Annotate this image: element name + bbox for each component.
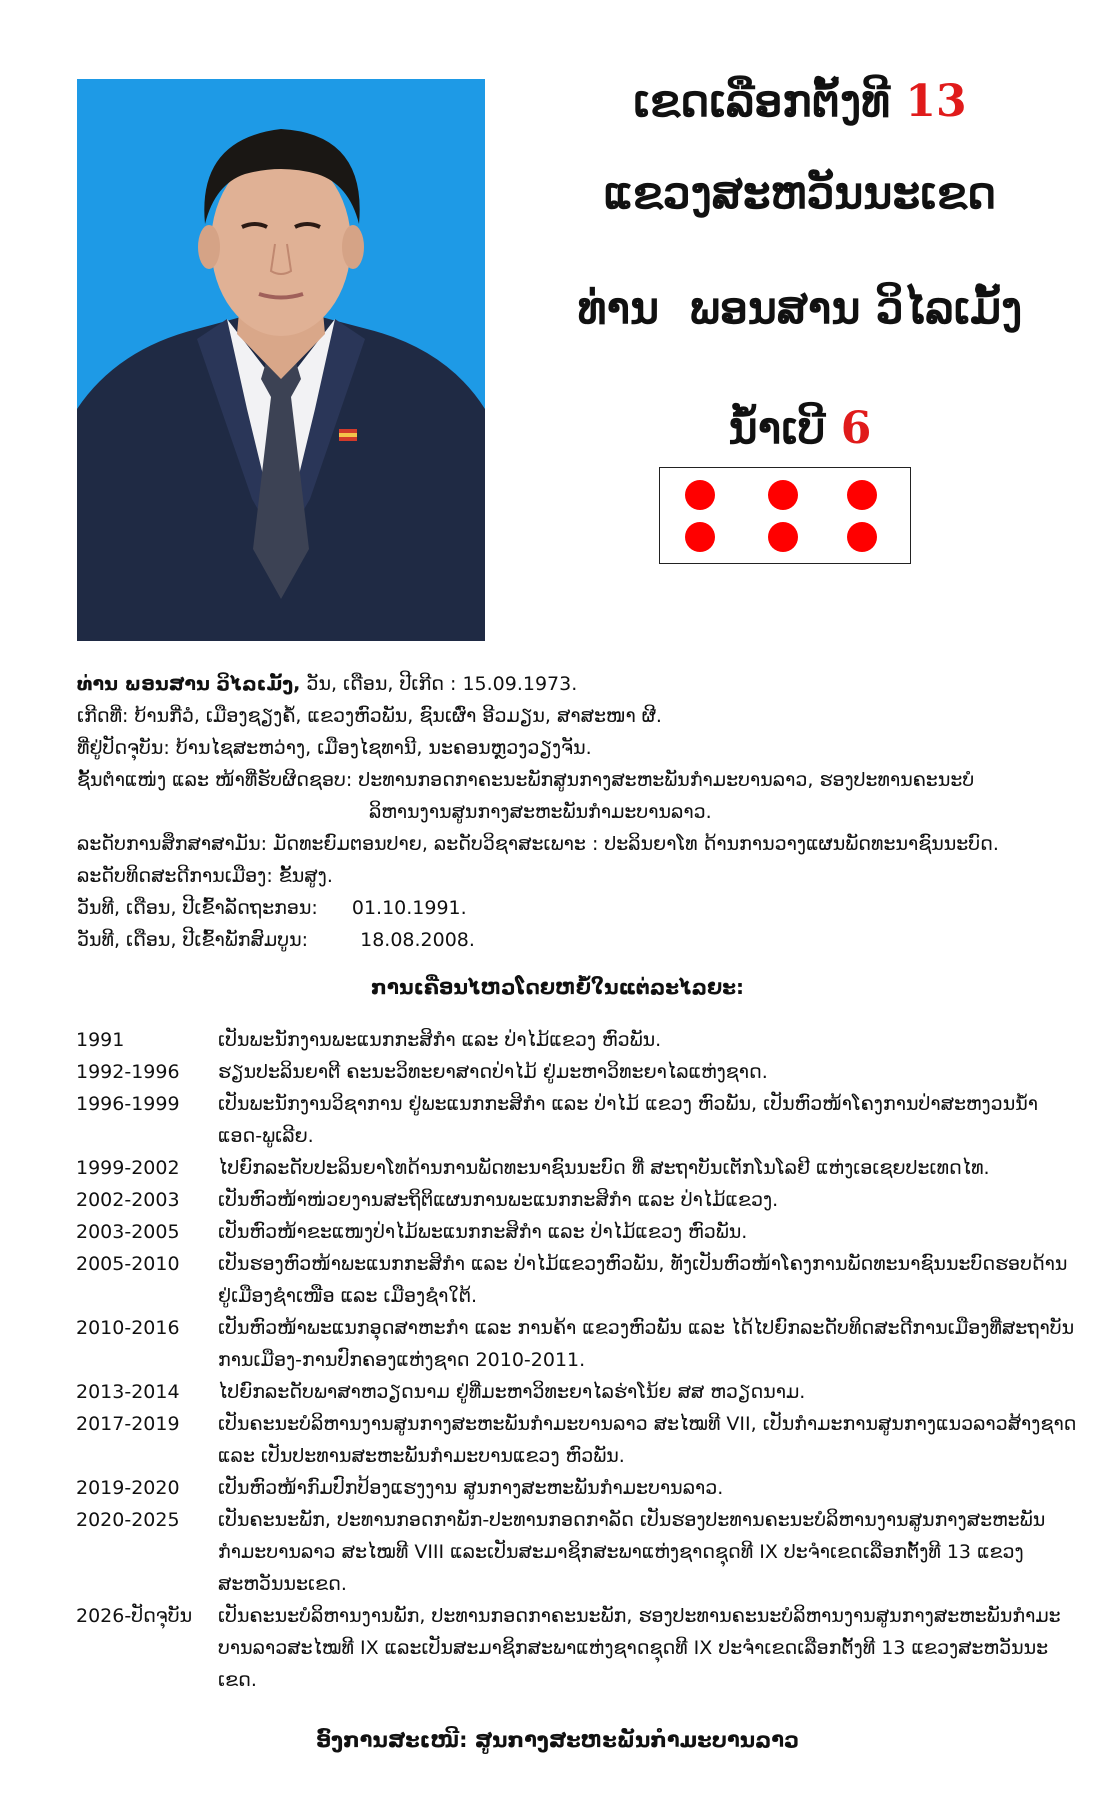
dice-number-box xyxy=(659,467,911,564)
timeline-row xyxy=(72,1376,1082,1408)
timeline-row xyxy=(72,1184,1082,1216)
timeline-row xyxy=(72,1152,1082,1184)
civil-service-date: 01.10.1991. xyxy=(351,897,467,919)
timeline-text: ເປັນຄະນະບໍລິຫານງານພັກ, ປະທານກອດກາຄະນະພັກ, ຮອງປະທານຄະນະບໍລິຫານງານສູນກາງສະຫະພັນກໍາມະບານລາວສະໄໝທີ IX ແລະເປັນສະມາຊິກສະພາແຫ່ງຊາດຊຸດທີ IX ປະຈໍາເຂດເລືອກຕັ້ງທີ 13 ແຂວງສະຫວັນນະເຂດ. xyxy=(218,1605,1061,1691)
timeline-year: 2019-2020 xyxy=(76,1477,180,1499)
nominating-organization: ອົງການສະເໜີ: ສູນກາງສະຫະພັນກໍາມະບານລາວ xyxy=(315,1728,800,1752)
candidate-photo xyxy=(77,79,485,641)
timeline-year: 2002-2003 xyxy=(76,1189,180,1211)
timeline-row xyxy=(72,1600,1082,1696)
timeline-text: ຮຽນປະລິນຍາຕີ ຄະນະວິທະຍາສາດປ່າໄມ້ ຢູ່ມະຫາວິທະຍາໄລແຫ່ງຊາດ. xyxy=(218,1061,768,1083)
residence: ທີ່ຢູ່ປັດຈຸບັນ: ບ້ານໄຊສະຫວ່າງ, ເມືອງໄຊທານີ, ນະຄອນຫຼວງວຽງຈັນ. xyxy=(77,737,592,759)
position-line-2: ລິຫານງານສູນກາງສະຫະພັນກໍາມະບານລາວ. xyxy=(369,801,712,823)
timeline-text: ເປັນຄະນະພັກ, ປະທານກອດກາພັກ-ປະທານກອດກາລັດ ເປັນຮອງປະທານຄະນະບໍລິຫານງານສູນກາງສະຫະພັນກໍາມະບານລາວ ສະໄໝທີ VIII ແລະເປັນສະມາຊິກສະພາແຫ່ງຊາດຊຸດທີ IX ປະຈໍາເຂດເລືອກຕັ້ງທີ 13 ແຂວງ ສະຫວັນນະເຂດ. xyxy=(218,1509,1046,1595)
political-theory: ລະດັບທິດສະດີການເມືອງ: ຂັ້ນສູງ. xyxy=(77,865,333,887)
candidate-number: 6 xyxy=(840,403,872,454)
timeline-row xyxy=(72,1472,1082,1504)
dice-dot xyxy=(847,480,877,510)
timeline-text: ເປັນຫົວໜ້າໜ່ວຍງານສະຖິຕິແຜນການພະແນກກະສິກໍາ ແລະ ປ່າໄມ້ແຂວງ. xyxy=(218,1189,779,1211)
timeline-year: 2026-ປັດຈຸບັນ xyxy=(76,1605,193,1627)
timeline-row xyxy=(72,1088,1082,1152)
timeline-text: ເປັນພະນັກງານພະແນກກະສິກໍາ ແລະ ປ່າໄມ້ແຂວງ ຫົວພັນ. xyxy=(218,1029,662,1051)
timeline-text: ໄປຍົກລະດັບປະລິນຍາໂທດ້ານການພັດທະນາຊົນນະບົດ ທີ່ ສະຖາບັນເຕັກໂນໂລຢີ ແຫ່ງເອເຊຍປະເທດໄທ. xyxy=(218,1157,990,1179)
timeline-year: 2003-2005 xyxy=(76,1221,180,1243)
timeline-row xyxy=(72,1312,1082,1376)
province-heading: ແຂວງສະຫວັນນະເຂດ xyxy=(603,168,997,219)
timeline-row xyxy=(72,1504,1082,1600)
career-timeline xyxy=(72,1024,1082,1696)
dice-dot xyxy=(768,522,798,552)
timeline-text: ໄປຍົກລະດັບພາສາຫວຽດນາມ ຢູ່ທີ່ມະຫາວິທະຍາໄລຮ່າໂນ້ຍ ສສ ຫວຽດນາມ. xyxy=(218,1381,806,1403)
timeline-text: ເປັນພະນັກງານວິຊາການ ຢູ່ພະແນກກະສິກໍາ ແລະ ປ່າໄມ້ ແຂວງ ຫົວພັນ, ເປັນຫົວໜ້າໂຄງການປ່າສະຫງວນນໍ້າແອດ-ພູເລີຍ. xyxy=(218,1093,1038,1147)
timeline-year: 2017-2019 xyxy=(76,1413,180,1435)
timeline-year: 2005-2010 xyxy=(76,1253,180,1275)
education: ລະດັບການສຶກສາສາມັນ: ມັດທະຍົມຕອນປາຍ, ລະດັບວິຊາສະເພາະ : ປະລິນຍາໂທ ດ້ານການວາງແຜນພັດທະນາຊົນນະບົດ. xyxy=(77,833,999,855)
timeline-text: ເປັນຫົວໜ້າພະແນກອຸດສາຫະກໍາ ແລະ ການຄ້າ ແຂວງຫົວພັນ ແລະ ໄດ້ໄປຍົກລະດັບທິດສະດີການເມືອງທີ່ສະຖາບັນການເມືອງ-ການປົກຄອງແຫ່ງຊາດ 2010-2011. xyxy=(218,1317,1075,1371)
timeline-text: ເປັນຫົວໜ້າກົມປົກປ້ອງແຮງງານ ສູນກາງສະຫະພັນກໍາມະບານລາວ. xyxy=(218,1477,724,1499)
timeline-row xyxy=(72,1024,1082,1056)
timeline-row xyxy=(72,1216,1082,1248)
timeline-year: 1991 xyxy=(76,1029,125,1051)
timeline-text: ເປັນຮອງຫົວໜ້າພະແນກກະສິກໍາ ແລະ ປ່າໄມ້ແຂວງຫົວພັນ, ທັງເປັນຫົວໜ້າໂຄງການພັດທະນາຊົນນະບົດຮອບດ້ານ ຢູ່ເມືອງຊໍາເໜືອ ແລະ ເມືອງຊໍາໃຕ້. xyxy=(218,1253,1068,1307)
dice-dot xyxy=(685,522,715,552)
constituency-prefix: ເຂດເລືອກຕັ້ງທີ xyxy=(633,76,891,127)
timeline-year: 2010-2016 xyxy=(76,1317,180,1339)
civil-service-date-row xyxy=(77,892,1077,924)
section-title: ການເຄື່ອນໄຫວໂດຍຫຍໍ້ໃນແຕ່ລະໄລຍະ: xyxy=(370,975,745,999)
timeline-text: ເປັນຫົວໜ້າຂະແໜງປ່າໄມ້ພະແນກກະສິກໍາ ແລະ ປ່າໄມ້ແຂວງ ຫົວພັນ. xyxy=(218,1221,748,1243)
name-dob-row xyxy=(77,668,1077,700)
birthplace: ເກີດທີ່: ບ້ານກີ່ວໍ, ເມືອງຊຽງຄໍ້, ແຂວງຫົວພັນ, ຊົນເຜົ່າ ອີວມຽນ, ສາສະໜາ ຜີ. xyxy=(77,705,662,727)
number-prefix: ນໍ້າເບີ xyxy=(728,403,826,454)
constituency-heading xyxy=(500,78,1100,126)
profile-info xyxy=(77,668,1077,956)
timeline-text: ເປັນຄະນະບໍລິຫານງານສູນກາງສະຫະພັນກໍາມະບານລາວ ສະໄໝທີ VII, ເປັນກໍາມະການສູນກາງແນວລາວສ້າງຊາດ ແລະ ເປັນປະທານສະຫະພັນກໍາມະບານແຂວງ ຫົວພັນ. xyxy=(218,1413,1077,1467)
candidate-name-heading: ທ່ານ ພອນສານ ວິໄລເມັ້ງ xyxy=(577,283,1023,334)
timeline-year: 1992-1996 xyxy=(76,1061,180,1083)
timeline-row xyxy=(72,1248,1082,1312)
date-of-birth: ວັນ, ເດືອນ, ປີເກີດ : 15.09.1973. xyxy=(300,673,578,695)
timeline-row xyxy=(72,1056,1082,1088)
timeline-year: 1996-1999 xyxy=(76,1093,180,1115)
portrait-illustration xyxy=(77,79,485,641)
dice-dot xyxy=(768,480,798,510)
profile-name: ທ່ານ ພອນສານ ວິໄລເມັ້ງ, xyxy=(77,673,301,695)
dice-dot xyxy=(685,480,715,510)
timeline-year: 1999-2002 xyxy=(76,1157,180,1179)
position-line-1: ຊັ້ນຕໍາແໜ່ງ ແລະ ໜ້າທີ່ຮັບຜິດຊອບ: ປະທານກອດກາຄະນະພັກສູນກາງສະຫະພັນກໍາມະບານລາວ, ຮອງປະທານຄະນະບໍ xyxy=(77,769,975,791)
civil-service-label: ວັນທີ, ເດືອນ, ປີເຂົ້າລັດຖະກອນ: xyxy=(77,897,318,919)
party-label: ວັນທີ, ເດືອນ, ປີເຂົ້າພັກສົມບູນ: xyxy=(77,929,309,951)
dice-dot xyxy=(847,522,877,552)
party-date-row xyxy=(77,924,1077,956)
constituency-number: 13 xyxy=(905,76,967,127)
timeline-row xyxy=(72,1408,1082,1472)
party-date: 18.08.2008. xyxy=(360,929,475,951)
timeline-year: 2020-2025 xyxy=(76,1509,180,1531)
timeline-year: 2013-2014 xyxy=(76,1381,180,1403)
candidate-number-heading xyxy=(500,405,1100,453)
